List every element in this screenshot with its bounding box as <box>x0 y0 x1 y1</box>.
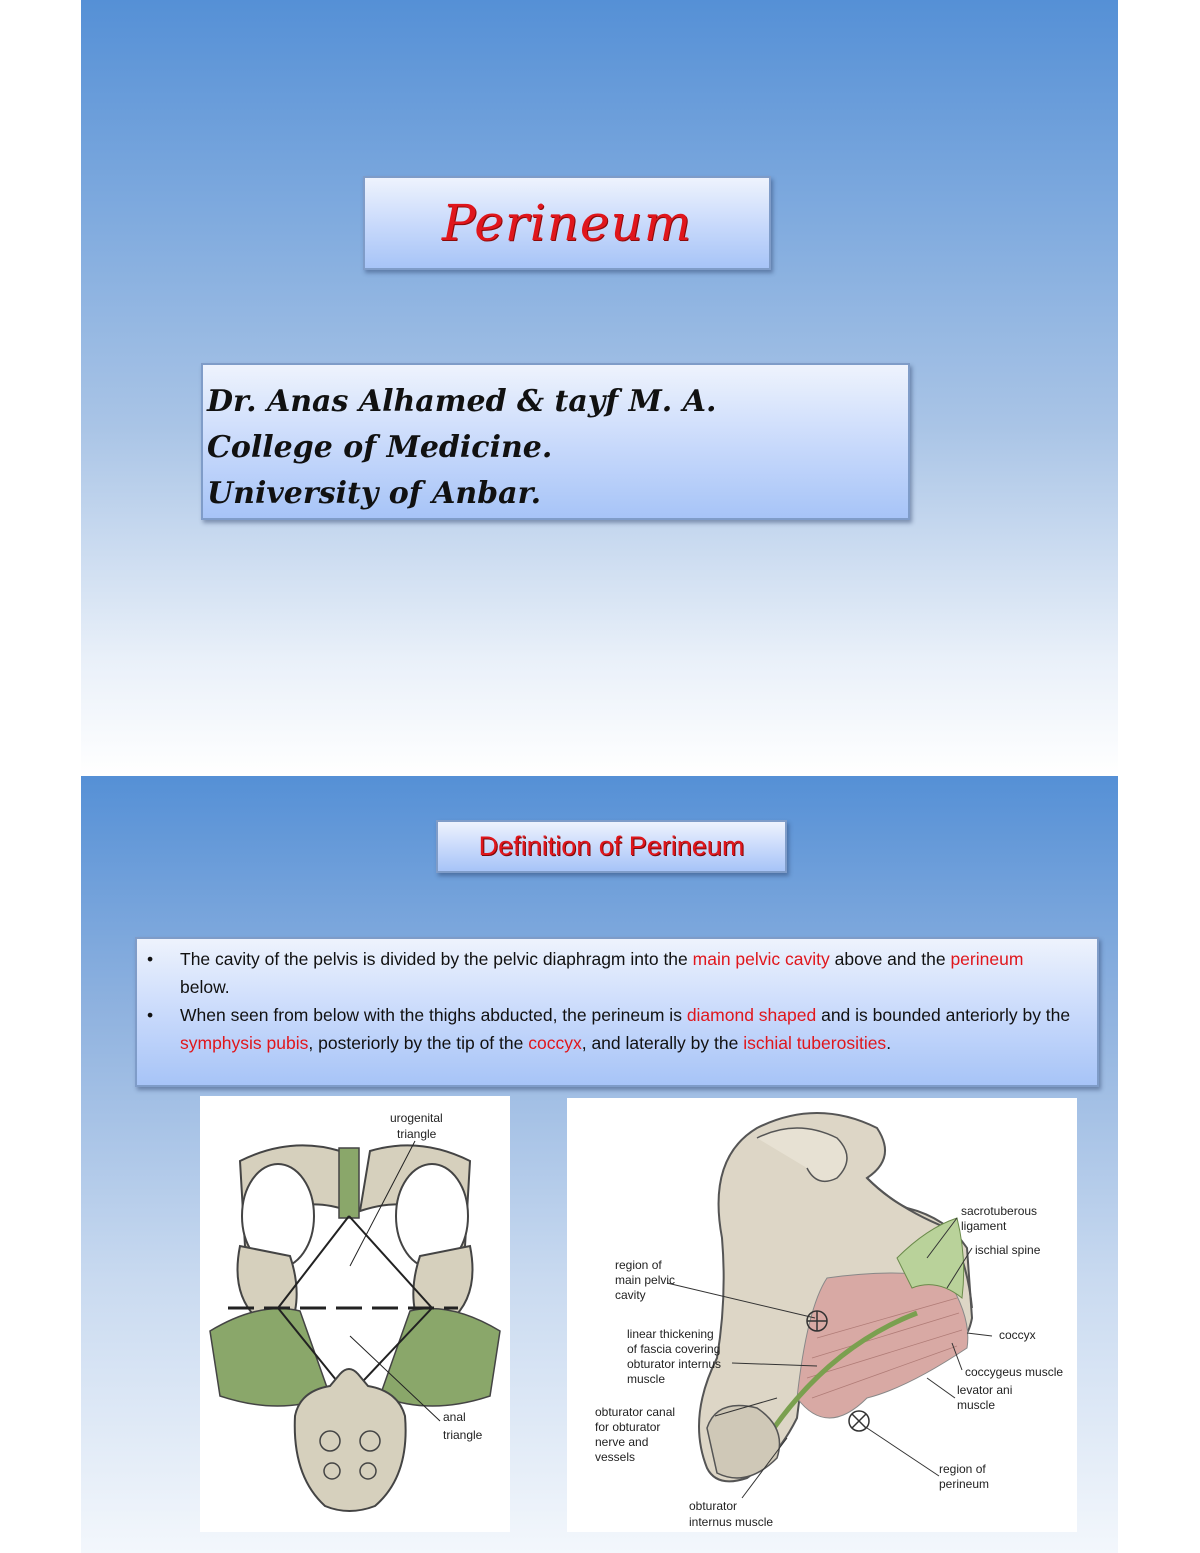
label-coccygeus: coccygeus muscle <box>965 1365 1064 1379</box>
label-obturator-internus-line1: obturator <box>689 1499 738 1513</box>
label-coccyx: coccyx <box>999 1328 1036 1342</box>
label-main-cavity-line1: region of <box>615 1258 662 1272</box>
label-levator-line1: levator ani <box>957 1383 1013 1397</box>
bullet-item <box>147 1001 1077 1057</box>
author-names: Dr. Anas Alhamed & tayf M. A. <box>207 384 717 419</box>
label-anal-line2: triangle <box>443 1428 483 1442</box>
title-slide <box>81 0 1118 775</box>
label-obturator-canal-line3: nerve and <box>595 1435 649 1449</box>
label-region-perineum-line2: perineum <box>939 1477 990 1491</box>
definition-slide <box>81 776 1118 1553</box>
label-main-cavity-line3: cavity <box>615 1288 646 1302</box>
hemipelvis-lateral-view-illustration <box>567 1098 1077 1532</box>
college-name: College of Medicine. <box>207 430 553 465</box>
bullet-icon: • <box>147 949 154 969</box>
label-levator-line2: muscle <box>957 1398 996 1412</box>
label-linear-thickening-line3: obturator internus <box>627 1357 722 1371</box>
definition-title-box <box>436 820 787 873</box>
label-sacrotuberous-line2: ligament <box>961 1219 1007 1233</box>
label-main-cavity-line2: main pelvic <box>615 1273 676 1287</box>
label-linear-thickening-line2: of fascia covering <box>627 1342 721 1356</box>
label-linear-thickening-line4: muscle <box>627 1372 666 1386</box>
label-linear-thickening-line1: linear thickening <box>627 1327 714 1341</box>
bullet-icon: • <box>147 1005 154 1025</box>
bullet-text: The cavity of the pelvis is divided by the pelvic diaphragm into the main pelvic cavity above and the perineum below. <box>180 949 1024 997</box>
highlight-ischial-tuberosities: ischial tuberosities <box>743 1033 887 1053</box>
bullet-text: When seen from below with the thighs abducted, the perineum is diamond shaped and is bounded anteriorly by the symphysis pubis, posteriorly by the tip of the coccyx, and laterally by the ischial tuberosities. <box>180 1005 1071 1053</box>
slide-title: Perineum <box>441 194 693 252</box>
highlight-coccyx: coccyx <box>528 1033 582 1053</box>
label-ischial-spine: ischial spine <box>975 1243 1041 1257</box>
label-urogenital-line1: urogenital <box>390 1111 443 1125</box>
label-obturator-canal-line1: obturator canal <box>595 1405 676 1419</box>
pelvis-inferior-view-illustration <box>200 1096 510 1532</box>
highlight-perineum: perineum <box>950 949 1024 969</box>
label-obturator-internus-line2: internus muscle <box>689 1515 774 1529</box>
highlight-diamond-shaped: diamond shaped <box>686 1005 817 1025</box>
title-box <box>363 176 771 270</box>
bullet-box <box>135 937 1099 1087</box>
label-region-perineum-line1: region of <box>939 1462 986 1476</box>
label-obturator-canal-line2: for obturator <box>595 1420 661 1434</box>
university-name: University of Anbar. <box>207 476 542 511</box>
pelvic-diaphragm-figure <box>567 1098 1077 1532</box>
definition-title: Definition of Perineum <box>478 831 745 861</box>
label-anal-line1: anal <box>443 1410 466 1424</box>
label-sacrotuberous-line1: sacrotuberous <box>961 1204 1038 1218</box>
bullet-item <box>147 945 1077 1001</box>
label-obturator-canal-line4: vessels <box>595 1450 636 1464</box>
highlight-main-pelvic-cavity: main pelvic cavity <box>692 949 830 969</box>
perineum-triangles-figure <box>200 1096 510 1532</box>
highlight-symphysis-pubis: symphysis pubis <box>180 1033 309 1053</box>
author-box <box>201 363 910 520</box>
label-urogenital-line2: triangle <box>397 1127 437 1141</box>
